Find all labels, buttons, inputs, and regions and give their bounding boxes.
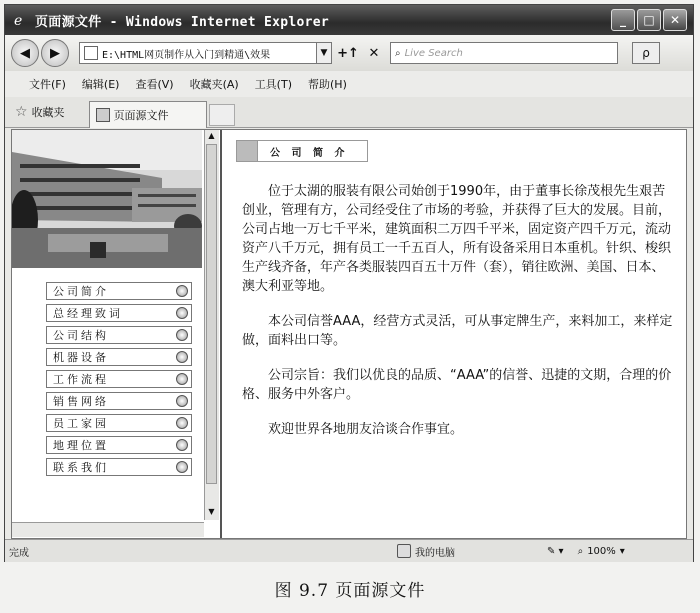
svg-text:e: e [14,13,23,28]
zoom-level: 100% [587,545,616,557]
forward-arrow-icon: ▶ [50,45,60,61]
tab-title: 页面源文件 [113,108,169,122]
menu-bar [5,71,693,98]
scroll-thumb[interactable] [206,144,217,484]
page-favicon-icon [96,108,110,122]
nav-label: 总经理致词 [53,307,123,320]
refresh-button[interactable]: +↑ [337,45,359,61]
article-paragraph: 本公司信誉AAA，经营方式灵活，可从事定牌生产，来料加工，来样定做，面料出口等。 [242,314,673,348]
menu-edit[interactable]: 编辑(E) [81,78,120,91]
nav-label: 机器设备 [53,351,109,364]
address-dropdown-button[interactable] [317,42,332,64]
menu-view[interactable]: 查看(V) [135,78,174,91]
address-url: E:\HTML网页制作从入门到精通\效果 [102,49,271,61]
scroll-down-icon[interactable]: ▼ [208,507,215,516]
nav-item-company-profile[interactable] [46,282,192,300]
left-frame-vertical-scrollbar[interactable] [204,130,219,520]
company-profile-article [242,182,674,455]
address-toolbar [5,35,693,71]
protected-mode-icon[interactable]: ✎ ▾ [547,545,564,557]
favorites-bar [5,97,693,128]
article-paragraph: 欢迎世界各地朋友洽谈合作事宜。 [268,422,464,437]
nav-item-workflow[interactable] [46,370,192,388]
status-text: 完成 [9,547,29,559]
go-circle-icon [176,307,188,319]
search-placeholder: Live Search [404,47,463,59]
nav-label: 工作流程 [53,373,109,386]
menu-file[interactable]: 文件(F) [29,78,66,91]
window-title: 页面源文件 - Windows Internet Explorer [35,14,330,30]
go-circle-icon [176,351,188,363]
browser-window [4,4,694,562]
page-content [11,129,687,539]
right-frame [222,130,686,538]
nav-label: 销售网络 [53,395,109,408]
go-circle-icon [176,285,188,297]
article-paragraph: 公司宗旨：我们以优良的品质、“AAA”的信誉、迅捷的文期，合理的价格、服务中外客户。 [242,368,672,402]
status-bar [5,539,693,562]
left-frame-horizontal-scrollbar[interactable] [12,522,204,537]
go-circle-icon [176,439,188,451]
nav-item-staff-home[interactable] [46,414,192,432]
nav-item-equipment[interactable] [46,348,192,366]
favorites-button[interactable] [15,104,65,120]
zone-label: 我的电脑 [415,547,455,559]
go-circle-icon [176,329,188,341]
zoom-control[interactable] [578,546,625,557]
go-circle-icon [176,373,188,385]
nav-item-location[interactable] [46,436,192,454]
star-icon: ☆ [15,104,28,120]
article-paragraph: 位于太湖的服装有限公司始创于1990年，由于董事长徐茂根先生艰苦创业，管理有方，公司经受住了市场的考验，并获得了巨大的发展。目前，公司占地一万七千平米，建筑面积二万四千平米，固定资产四千万元，流动资产八千万元，拥有员工一千五百人，所有设备采用日本重机。针织、梭织生产线齐备，年产各类服装四百五十万件（套），销往欧洲、美国、日本、澳大利亚等地。 [242,184,672,294]
maximize-button[interactable]: □ [637,9,661,31]
menu-tools[interactable]: 工具(T) [254,78,292,91]
nav-item-company-structure[interactable] [46,326,192,344]
left-frame [12,130,222,538]
nav-label: 员工家园 [53,417,109,430]
nav-label: 公司简介 [53,285,109,298]
nav-label: 地理位置 [53,439,109,452]
nav-label: 联系我们 [53,461,109,474]
ie-logo-icon [11,11,29,29]
go-circle-icon [176,395,188,407]
title-bar[interactable] [5,5,693,35]
menu-help[interactable]: 帮助(H) [308,78,347,91]
go-circle-icon [176,461,188,473]
search-input[interactable] [390,42,618,64]
chevron-down-icon: ▼ [320,48,328,58]
side-nav-menu [46,282,192,480]
chevron-down-icon: ▾ [619,545,625,557]
menu-favorites[interactable]: 收藏夹(A) [189,78,239,91]
go-circle-icon [176,417,188,429]
tab-page-source[interactable] [89,101,207,128]
new-tab-button[interactable] [209,104,235,126]
search-icon: ⌕ [395,47,401,59]
close-button[interactable]: ✕ [663,9,687,31]
nav-item-sales-network[interactable] [46,392,192,410]
minimize-button[interactable]: _ [611,9,635,31]
page-icon [84,46,98,60]
figure-caption: 图 9.7 页面源文件 [274,581,426,601]
company-building-photo [12,130,202,268]
heading-square-icon [237,141,258,161]
computer-icon [397,544,411,558]
address-input[interactable] [79,42,317,64]
section-heading [236,140,368,162]
security-zone[interactable] [397,544,507,559]
stop-button[interactable]: ✕ [368,45,380,61]
back-arrow-icon: ◀ [20,45,30,61]
forward-button[interactable] [41,39,69,67]
nav-item-contact-us[interactable] [46,458,192,476]
search-button[interactable]: ρ [632,42,660,64]
section-heading-text: 公 司 简 介 [270,147,349,159]
favorites-label: 收藏夹 [31,106,65,119]
nav-label: 公司结构 [53,329,109,342]
scroll-up-icon[interactable]: ▲ [208,131,215,140]
back-button[interactable] [11,39,39,67]
zoom-icon: ⌕ [577,545,584,557]
nav-item-gm-speech[interactable] [46,304,192,322]
